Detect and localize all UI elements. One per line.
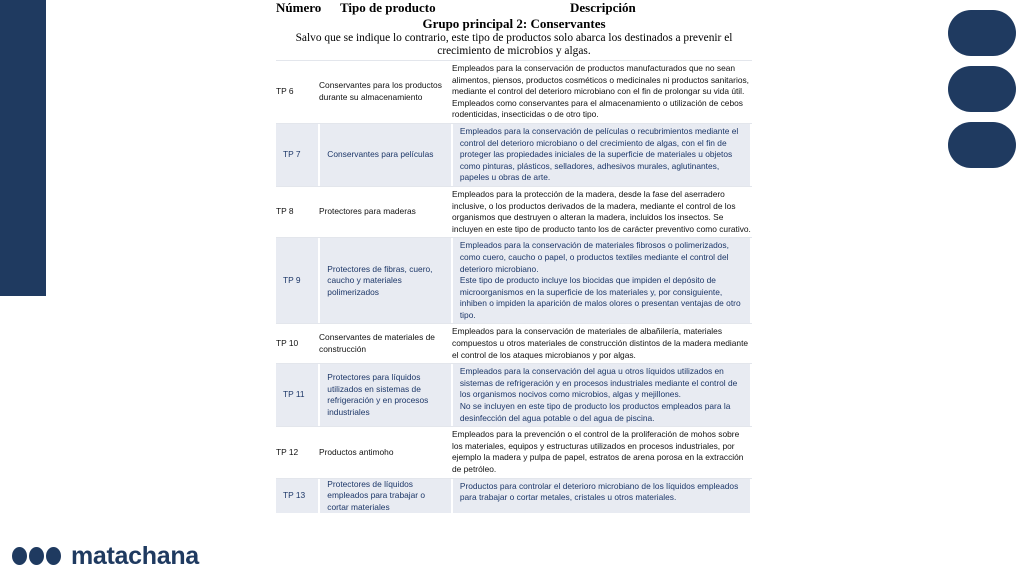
row-product-type-text: Protectores para maderas <box>319 206 416 217</box>
row-code <box>276 124 320 186</box>
row-product-type-text: Conservantes de materiales de construcción <box>319 332 435 354</box>
row-description-text: Empleados para la protección de la madera, desde la fase del aserradero inclusive, o los productos derivados de la madera, mediante el control de los organismos que destruyen o alteran la madera, incluidos los insectos. Se incluyen en este tipo de producto tanto los de carácter preventivo como curativo. <box>452 188 751 234</box>
row-code-text: TP 6 <box>276 86 294 97</box>
table-row <box>276 237 752 323</box>
table-row <box>276 186 752 237</box>
row-description <box>453 479 752 514</box>
decorative-pill-2 <box>948 66 1016 112</box>
table-row <box>276 323 752 363</box>
row-product-type <box>320 364 453 426</box>
logo-dot-icon <box>12 547 27 565</box>
logo-dot-icon <box>29 547 44 565</box>
row-code-text: TP 8 <box>276 206 294 217</box>
table-body <box>276 60 752 513</box>
row-product-type-text: Protectores de fibras, cuero, caucho y materiales polimerizados <box>327 263 433 297</box>
matachana-logo <box>12 544 199 568</box>
biocide-table <box>276 0 752 513</box>
logo-dot-icon <box>46 547 61 565</box>
table-row <box>276 60 752 123</box>
row-description <box>452 187 752 237</box>
row-code-text: TP 9 <box>283 275 301 286</box>
header-number: Número <box>276 0 322 15</box>
row-code <box>276 61 319 123</box>
row-code <box>276 187 319 237</box>
row-description-text: Empleados para la conservación de películas o recubrimientos mediante el control del deterioro microbiano o del crecimiento de algas, con el fin de proteger las propiedades iniciales de la superficie de materiales u objetos como pinturas, plásticos, selladores, adhesivos murales, aglutinantes, papeles u obras de arte. <box>459 125 739 183</box>
row-product-type-text: Productos antimoho <box>319 446 394 457</box>
row-code <box>276 238 320 323</box>
row-description <box>453 124 752 186</box>
table-row <box>276 123 752 186</box>
group-title: Grupo principal 2: Conservantes <box>422 16 606 31</box>
header-description: Descripción <box>570 0 636 15</box>
row-code-text: TP 7 <box>283 149 301 160</box>
group-description: Salvo que se indique lo contrario, este tipo de productos solo abarca los destinados a prevenir el crecimiento de microbios y algas. <box>295 32 733 57</box>
table-row <box>276 478 752 514</box>
row-product-type-text: Protectores de líquidos empleados para trabajar o cortar materiales <box>327 478 426 512</box>
row-product-type <box>320 124 453 186</box>
row-description-text: Empleados para la conservación de productos manufacturados que no sean alimentos, piensos, productos cosméticos o medicinales ni productos sanitarios, mediante el control del deterioro microbiano con el fin de prolongar su vida útil. Empleados como conservantes para el almacenamiento o utilización de cebos rodenticidas, insecticidas o de otro tipo. <box>452 63 749 120</box>
row-description-text: Empleados para la prevención o el control de la proliferación de mohos sobre los materiales, equipos y estructuras utilizados en procesos industriales, por ejemplo la madera y pulpa de papel, estratos de arena porosa en la extracción de petróleo. <box>452 429 744 474</box>
row-description-text: Empleados para la conservación de materiales fibrosos o polimerizados, como cuero, caucho o papel, o productos textiles mediante el control del deterioro microbiano. Este tipo de producto incluye los biocidas que impiden el depósito de microorganismos en la superficie de los materiales y, por consiguiente, inhiben o impiden la aparición de malos olores o presentan ventajas de otro tipo. <box>459 240 741 320</box>
row-code <box>276 364 320 426</box>
logo-text: matachana <box>71 542 199 570</box>
row-code-text: TP 12 <box>276 446 299 457</box>
row-description <box>452 324 752 363</box>
row-product-type <box>319 187 452 237</box>
row-description <box>453 238 752 323</box>
row-code-text: TP 10 <box>276 338 299 349</box>
row-product-type <box>320 238 453 323</box>
row-code <box>276 427 319 477</box>
row-description-text: Empleados para la conservación del agua u otros líquidos utilizados en sistemas de refrigeración y en procesos industriales mediante el control de los organismos nocivos como microbios, algas y mejillones. No se incluyen en este tipo de producto los productos empleados para la desinfección del agua potable o del agua de piscina. <box>459 366 738 423</box>
row-description <box>452 427 752 477</box>
decorative-pill-1 <box>948 10 1016 56</box>
header-type: Tipo de producto <box>340 0 436 15</box>
table-row <box>276 426 752 477</box>
decorative-pill-3 <box>948 122 1016 168</box>
row-product-type <box>319 61 452 123</box>
row-code <box>276 479 320 514</box>
row-description-text: Empleados para la conservación de materiales de albañilería, materiales compuestos u otros materiales de construcción distintos de la madera mediante el control de los ataques microbianos y por algas. <box>452 326 749 360</box>
row-product-type-text: Conservantes para películas <box>327 149 434 160</box>
left-accent-bar <box>0 0 46 296</box>
row-description <box>453 364 752 426</box>
row-product-type <box>319 427 452 477</box>
row-description <box>452 61 752 123</box>
row-product-type <box>320 479 453 514</box>
row-product-type <box>319 324 452 363</box>
row-description-text: Productos para controlar el deterioro microbiano de los líquidos empleados para trabajar o cortar metales, cristales u otros materiales. <box>459 480 739 503</box>
row-product-type-text: Protectores para líquidos utilizados en sistemas de refrigeración y en procesos industriales <box>327 372 429 417</box>
row-product-type-text: Conservantes para los productos durante su almacenamiento <box>319 80 442 102</box>
table-header <box>276 0 752 16</box>
row-code <box>276 324 319 363</box>
row-code-text: TP 13 <box>283 490 306 501</box>
table-row <box>276 363 752 426</box>
row-code-text: TP 11 <box>283 389 305 400</box>
